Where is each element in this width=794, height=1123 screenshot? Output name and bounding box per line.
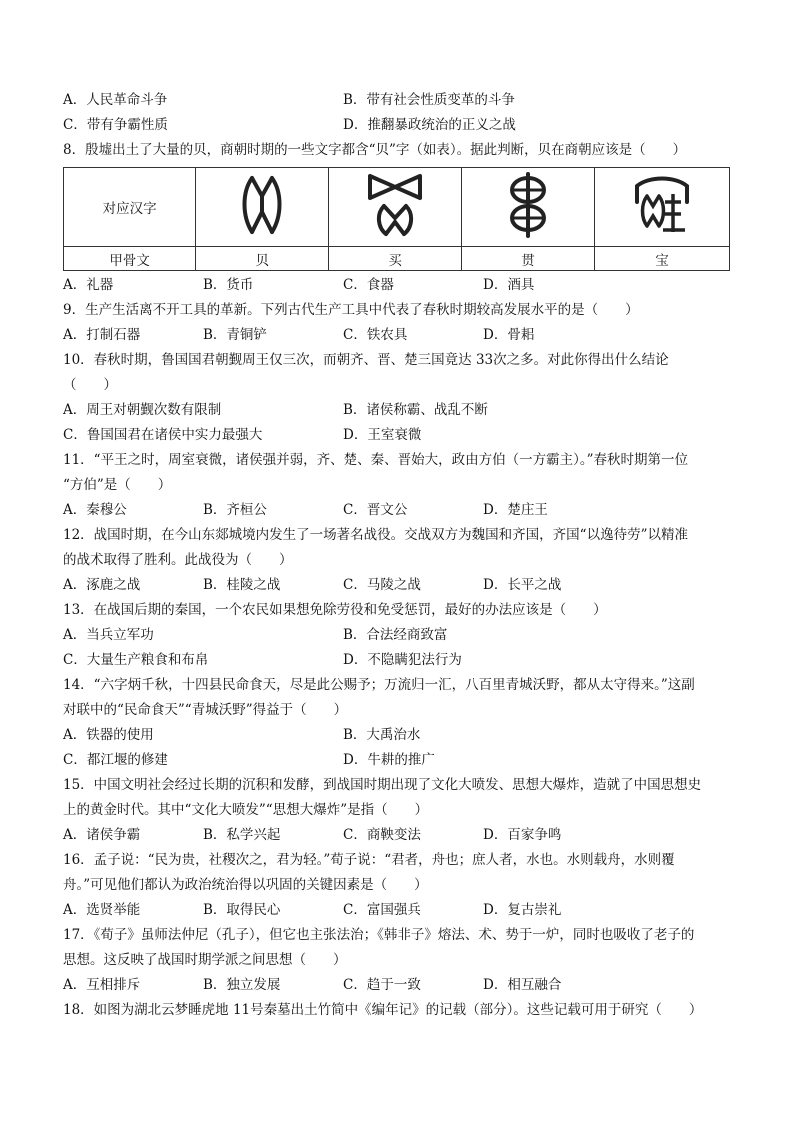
- q17-option-a[interactable]: A．互相排斥: [63, 977, 141, 993]
- q15-option-d[interactable]: D．百家争鸣: [483, 827, 562, 843]
- q7-options-row-2: [63, 113, 733, 138]
- q16-stem-line-2: 舟。”可见他们都认为政治统治得以巩固的关键因素是（ ）: [63, 877, 428, 893]
- q9-stem: 9．生产生活离不开工具的革新。下列古代生产工具中代表了春秋时期较高发展水平的是（ ）: [63, 302, 639, 318]
- q10-options-row-2: [63, 423, 733, 448]
- q12-stem-line-1: 12．战国时期，在今山东郯城境内发生了一场著名战役。交战双方为魏国和齐国，齐国“以逸待劳”以精准: [63, 527, 688, 543]
- q17-stem-line-2: 思想。这反映了战国时期学派之间思想（ ）: [63, 952, 347, 968]
- q11-stem-line-2: “方伯”是（ ）: [63, 477, 172, 493]
- q14-option-b[interactable]: B．大禹治水: [343, 727, 421, 743]
- q10-option-a[interactable]: A．周王对朝觐次数有限制: [63, 402, 222, 418]
- q13-option-d[interactable]: D．不隐瞒犯法行为: [343, 652, 462, 668]
- char-name-bao: 宝: [594, 247, 729, 271]
- oracle-mai-cell: [329, 168, 462, 247]
- q11-option-b[interactable]: B．齐桓公: [203, 502, 267, 518]
- q15-stem-line-1: 15．中国文明社会经过长期的沉积和发酵，到战国时期出现了文化大喷发、思想大爆炸，造就了中国思想史: [63, 777, 702, 793]
- q9-option-c[interactable]: C．铁农具: [343, 327, 408, 343]
- q13-option-b[interactable]: B．合法经商致富: [343, 627, 448, 643]
- q14-stem-line-2: 对联中的“民命食天”“青城沃野”得益于（ ）: [63, 702, 348, 718]
- oracle-bone-table: [63, 167, 730, 271]
- q7-option-a[interactable]: A．人民革命斗争: [63, 92, 168, 108]
- q8-option-b[interactable]: B．货币: [203, 277, 254, 293]
- oracle-guan-icon: [505, 172, 551, 242]
- q15-option-a[interactable]: A．诸侯争霸: [63, 827, 141, 843]
- q10-option-d[interactable]: D．王室衰微: [343, 427, 422, 443]
- q10-stem-line-2: （ ）: [63, 377, 117, 393]
- q17-option-c[interactable]: C．趋于一致: [343, 977, 421, 993]
- q12-option-b[interactable]: B．桂陵之战: [203, 577, 281, 593]
- q17-stem-line-1: 17．《荀子》虽师法仲尼（孔子），但它也主张法治；《韩非子》熔法、术、势于一炉，同时也吸收了老子的: [63, 927, 695, 943]
- q16-option-a[interactable]: A．选贤举能: [63, 902, 141, 918]
- q13-option-a[interactable]: A．当兵立军功: [63, 627, 154, 643]
- q14-stem-line-1: 14．“六字炳千秋，十四县民命食天，尽是此公赐予；万流归一汇，八百里青城沃野，都从太守得来。”这副: [63, 677, 695, 693]
- char-name-bei: 贝: [196, 247, 329, 271]
- q7-option-c[interactable]: C．带有争霸性质: [63, 117, 168, 133]
- q16-stem-line-1: 16．孟子说：“民为贵，社稷次之，君为轻。”荀子说：“君者，舟也；庶人者，水也。水则载舟，水则覆: [63, 852, 675, 868]
- oracle-bao-cell: [594, 168, 729, 247]
- q15-options: [63, 823, 733, 848]
- oracle-mai-icon: [364, 172, 426, 242]
- q18-stem: 18．如图为湖北云梦睡虎地 11号秦墓出土竹简中《编年记》的记载（部分）。这些记载可用于研究（ ）: [63, 1002, 703, 1018]
- oracle-bei-cell: [196, 168, 329, 247]
- q15-option-c[interactable]: C．商鞅变法: [343, 827, 421, 843]
- q16-options: [63, 898, 733, 923]
- q10-options-row-1: [63, 398, 733, 423]
- q8-option-a[interactable]: A．礼器: [63, 277, 114, 293]
- oracle-guan-cell: [462, 168, 595, 247]
- q10-stem-line-1: 10．春秋时期，鲁国国君朝觐周王仅三次，而朝齐、晋、楚三国竟达 33次之多。对此你得出什么结论: [63, 352, 669, 368]
- q10-option-c[interactable]: C．鲁国国君在诸侯中实力最强大: [63, 427, 263, 443]
- q14-option-d[interactable]: D．牛耕的推广: [343, 752, 435, 768]
- q11-option-d[interactable]: D．楚庄王: [483, 502, 548, 518]
- q14-option-a[interactable]: A．铁器的使用: [63, 727, 154, 743]
- q12-stem-line-2: 的战术取得了胜利。此战役为（ ）: [63, 552, 293, 568]
- q12-options: [63, 573, 733, 598]
- q7-option-b[interactable]: B．带有社会性质变革的斗争: [343, 92, 515, 108]
- q10-option-b[interactable]: B．诸侯称霸、战乱不断: [343, 402, 488, 418]
- q8-stem: 8．殷墟出土了大量的贝，商朝时期的一些文字都含“贝”字（如表）。据此判断，贝在商朝应该是（ ）: [63, 142, 687, 158]
- q16-option-c[interactable]: C．富国强兵: [343, 902, 421, 918]
- q9-option-d[interactable]: D．骨耜: [483, 327, 535, 343]
- exam-page: [63, 88, 733, 1023]
- q15-option-b[interactable]: B．私学兴起: [203, 827, 281, 843]
- q13-stem: 13．在战国后期的秦国，一个农民如果想免除劳役和免受惩罚，最好的办法应该是（ ）: [63, 602, 607, 618]
- q8-option-d[interactable]: D．酒具: [483, 277, 535, 293]
- q13-option-c[interactable]: C．大量生产粮食和布帛: [63, 652, 209, 668]
- q14-options-row-2: [63, 748, 733, 773]
- q9-option-a[interactable]: A．打制石器: [63, 327, 141, 343]
- q16-option-d[interactable]: D．复古崇礼: [483, 902, 562, 918]
- q9-option-b[interactable]: B．青铜铲: [203, 327, 267, 343]
- q11-option-c[interactable]: C．晋文公: [343, 502, 408, 518]
- q16-option-b[interactable]: B．取得民心: [203, 902, 281, 918]
- q15-stem-line-2: 上的黄金时代。其中“文化大喷发”“思想大爆炸”是指（ ）: [63, 802, 429, 818]
- q17-option-d[interactable]: D．相互融合: [483, 977, 562, 993]
- q11-options: [63, 498, 733, 523]
- q12-option-c[interactable]: C．马陵之战: [343, 577, 421, 593]
- q13-options-row-2: [63, 648, 733, 673]
- q12-option-a[interactable]: A．涿鹿之战: [63, 577, 141, 593]
- q17-option-b[interactable]: B．独立发展: [203, 977, 281, 993]
- q7-options-row-1: [63, 88, 733, 113]
- q12-option-d[interactable]: D．长平之战: [483, 577, 562, 593]
- q8-option-c[interactable]: C．食器: [343, 277, 394, 293]
- q14-option-c[interactable]: C．都江堰的修建: [63, 752, 168, 768]
- table-header-hanzi: 对应汉字: [64, 168, 196, 247]
- q11-option-a[interactable]: A．秦穆公: [63, 502, 127, 518]
- q11-stem-line-1: 11．“平王之时，周室衰微，诸侯强并弱，齐、楚、秦、晋始大，政由方伯（一方霸主）。”春秋时期第一位: [63, 452, 688, 468]
- char-name-mai: 买: [329, 247, 462, 271]
- q17-options: [63, 973, 733, 998]
- q14-options-row-1: [63, 723, 733, 748]
- q13-options-row-1: [63, 623, 733, 648]
- oracle-bei-icon: [238, 172, 286, 242]
- oracle-bao-icon: [629, 172, 695, 242]
- char-name-guan: 贯: [462, 247, 595, 271]
- table-header-oracle: 甲骨文: [64, 247, 196, 271]
- q8-options: [63, 273, 733, 298]
- q9-options: [63, 323, 733, 348]
- q7-option-d[interactable]: D．推翻暴政统治的正义之战: [343, 117, 516, 133]
